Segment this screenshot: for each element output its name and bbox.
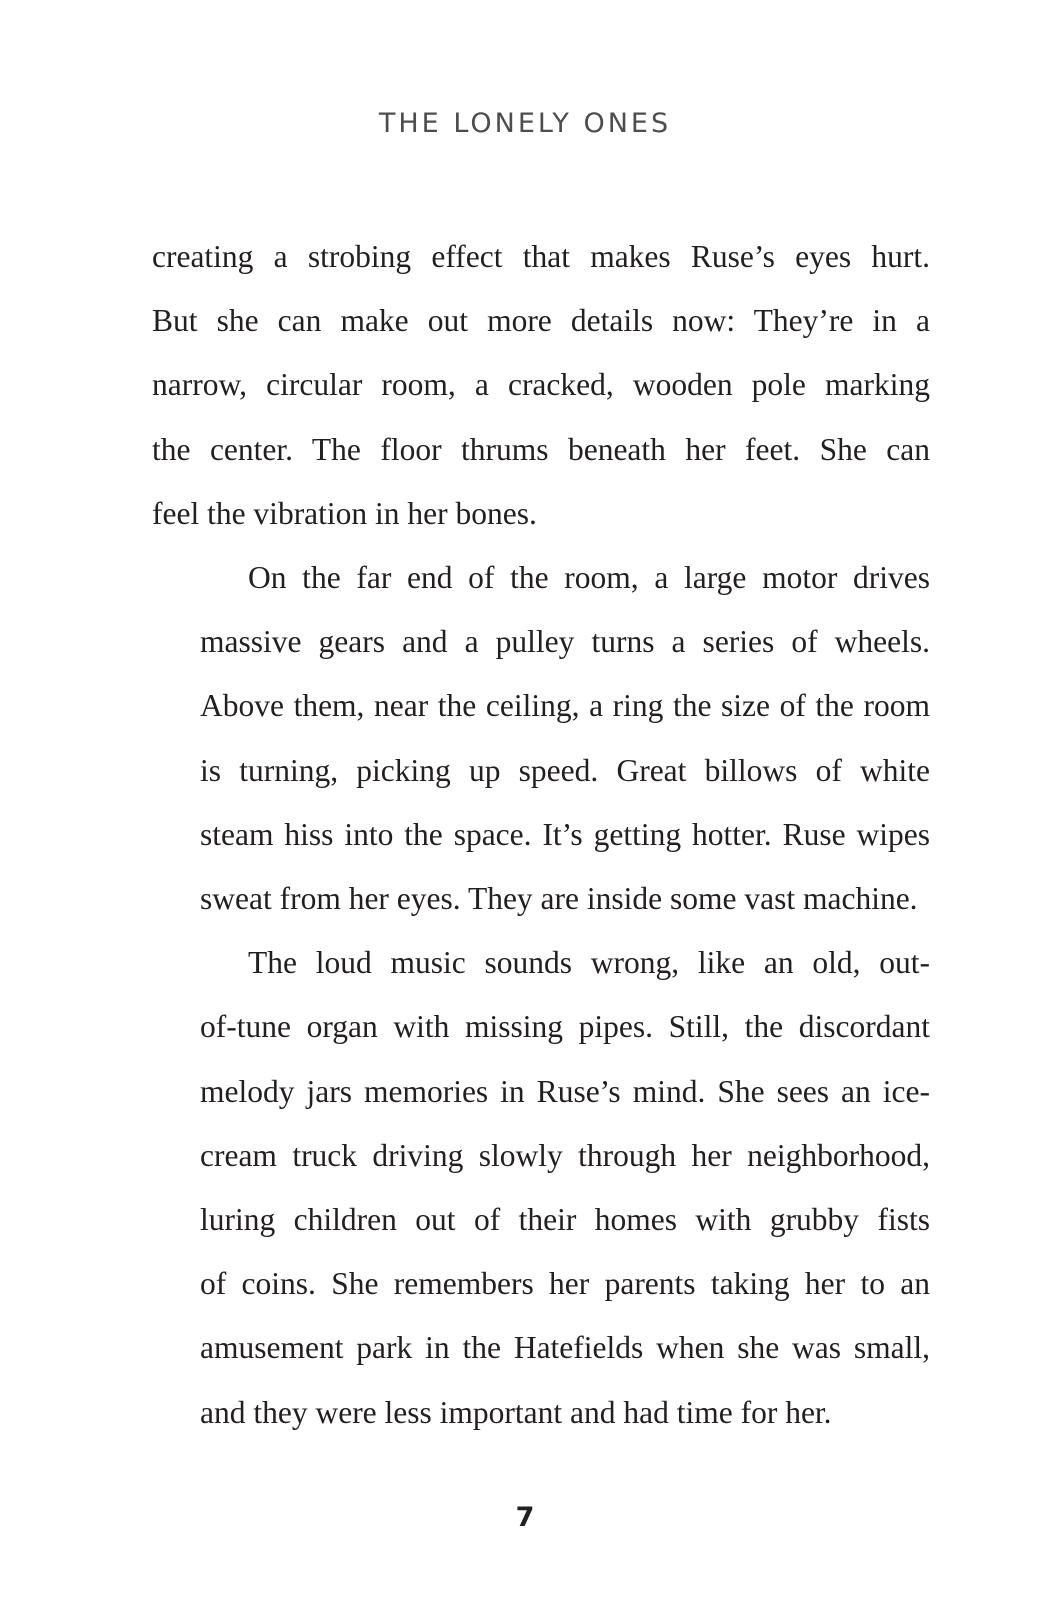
text-line: and they were less important and had time for her.	[200, 1394, 832, 1430]
text-line: melody jars memories in Ruse’s mind. She sees an ice-	[200, 1073, 930, 1109]
text-line: feel the vibration in her bones.	[152, 495, 537, 531]
text-line: is turning, picking up speed. Great billows of white	[200, 752, 930, 788]
text-line: the center. The floor thrums beneath her feet. She can	[152, 431, 930, 467]
text-line: of-tune organ with missing pipes. Still, the discordant	[200, 1009, 930, 1045]
body-text	[152, 225, 930, 1445]
text-line: On the far end of the room, a large motor drives	[248, 560, 930, 596]
text-line: cream truck driving slowly through her neighborhood,	[200, 1137, 930, 1173]
text-line: But she can make out more details now: They’re in a	[152, 303, 930, 339]
text-line: sweat from her eyes. They are inside some vast machine.	[200, 881, 918, 917]
paragraph	[152, 546, 930, 931]
text-line: narrow, circular room, a cracked, wooden pole marking	[152, 367, 930, 403]
text-line: of coins. She remembers her parents taking her to an	[200, 1266, 930, 1302]
text-line: The loud music sounds wrong, like an old, out-	[248, 945, 930, 981]
text-line: luring children out of their homes with grubby fists	[200, 1202, 930, 1238]
paragraph	[152, 225, 930, 546]
text-line: steam hiss into the space. It’s getting hotter. Ruse wipes	[200, 816, 930, 852]
paragraph	[152, 931, 930, 1445]
text-line: amusement park in the Hatefields when she was small,	[200, 1330, 930, 1366]
text-line: Above them, near the ceiling, a ring the size of the room	[200, 688, 930, 724]
running-head: THE LONELY ONES	[378, 108, 672, 139]
page-number: 7	[515, 1502, 535, 1533]
text-line: creating a strobing effect that makes Ruse’s eyes hurt.	[152, 239, 930, 274]
text-line: massive gears and a pulley turns a series of wheels.	[200, 624, 930, 660]
